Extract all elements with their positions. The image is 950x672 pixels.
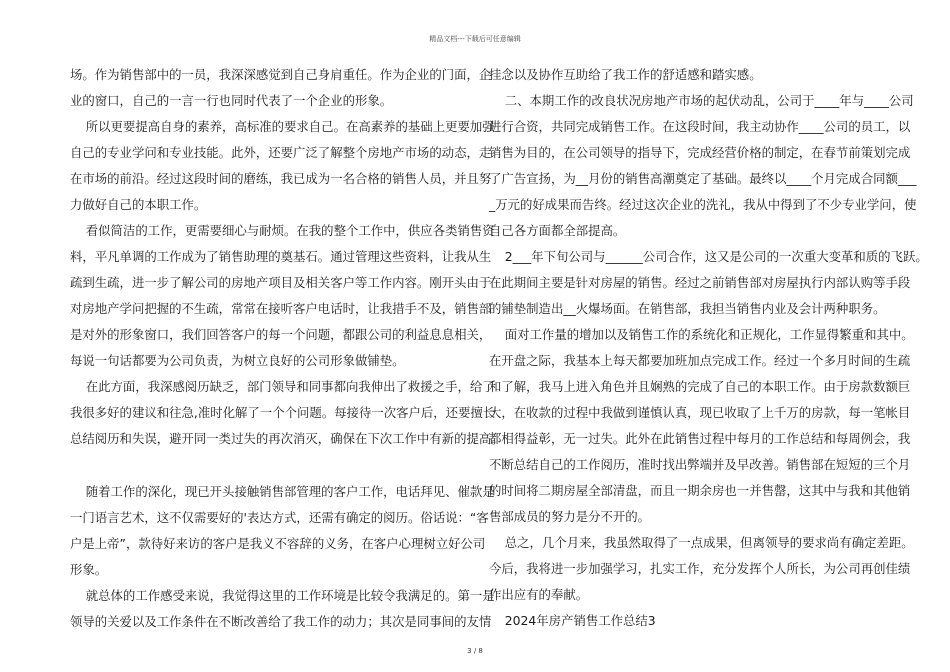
text-line: 在此方面，我深感阅历缺乏，部门领导和同事都向我伸出了救援之手，给了 bbox=[70, 379, 495, 394]
text-line: 就总体的工作感受来说，我觉得这里的工作环境是比较令我满足的。第一是 bbox=[70, 588, 495, 603]
text-line: 不断总结自己的工作阅历，准时找出弊端并及早改善。销售部在短短的三个月 bbox=[489, 457, 911, 472]
text-line: 总之，几个月来，我虽然取得了一点成果，但离领导的要求尚有确定差距。 bbox=[489, 535, 914, 550]
text-line: 每说一句话都要为公司负责，为树立良好的公司形象做铺垫。 bbox=[70, 353, 405, 368]
text-line: 自己的专业学问和专业技能。此外，还要广泛了解整个房地产市场的动态，走 bbox=[70, 145, 492, 160]
text-line: 一门语言艺术，这不仅需要好的'表达方式，还需有确定的阅历。俗话说：“客 bbox=[70, 510, 489, 525]
right-text-column bbox=[489, 62, 928, 634]
text-line: 疏到生疏，进一步了解公司的房地产项目及相关客户等工作内容。刚开头由于 bbox=[70, 275, 492, 290]
text-line: 业的窗口，自己的一言一行也同时代表了一个企业的形象。 bbox=[70, 93, 393, 108]
text-line: 今后，我将进一步加强学习，扎实工作，充分发挥个人所长，为公司再创佳绩 bbox=[489, 561, 911, 576]
text-line: 领导的关爱以及工作条件在不断改善给了我工作的动力；其次是同事间的友情 bbox=[70, 614, 492, 629]
text-line: _万元的好成果而告终。经过这次企业的洗礼，我从中得到了不少专业学问，使 bbox=[489, 197, 917, 212]
text-line: 随着工作的深化，现已开头接触销售部管理的客户工作，电话拜见、催款是 bbox=[70, 484, 495, 499]
text-line: 和了解，我马上进入角色并且娴熟的完成了自己的本职工作。由于房款数额巨 bbox=[489, 379, 911, 394]
text-line: 都相得益彰，无一过失。此外在此销售过程中每月的工作总结和每周例会，我 bbox=[489, 431, 911, 446]
text-line: 看似简洁的工作，更需要细心与耐烦。在我的整个工作中，供应各类销售资 bbox=[70, 223, 495, 238]
text-line: 场。作为销售部中的一员，我深深感觉到自己身肩重任。作为企业的门面，企 bbox=[70, 67, 492, 82]
text-line: 所以更要提高自身的素养，高标准的要求自己。在高素养的基础上更要加强 bbox=[70, 119, 495, 134]
text-line: 的时间将二期房屋全部清盘，而且一期余房也一并售罄，这其中与我和其他销 bbox=[489, 483, 911, 498]
text-line: 销售为目的，在公司领导的指导下，完成经营价格的制定，在春节前策划完成 bbox=[489, 145, 911, 160]
page-header: 精品文档---下载后可任意编辑 bbox=[429, 35, 521, 43]
text-line: 在市场的前沿。经过这段时间的磨练，我已成为一名合格的销售人员，并且努 bbox=[70, 171, 492, 186]
text-line: 在开盘之际，我基本上每天都要加班加点完成工作。经过一个多月时间的生疏 bbox=[489, 353, 911, 368]
text-line: 售部成员的努力是分不开的。 bbox=[489, 509, 651, 524]
page-number: 3 / 8 bbox=[467, 647, 483, 655]
text-line: 户是上帝”，款待好来访的客户是我义不容辞的义务，在客户心理树立好公司 bbox=[70, 536, 486, 551]
left-text-column bbox=[70, 62, 504, 635]
text-line: 是对外的形象窗口，我们回答客户的每一个问题，都跟公司的利益息息相关， bbox=[70, 327, 492, 342]
text-line: 力做好自己的本职工作。 bbox=[70, 197, 207, 212]
text-line bbox=[70, 452, 464, 479]
text-line: 挂念以及协作互助给了我工作的舒适感和踏实感。 bbox=[489, 67, 762, 82]
text-line: 我很多好的建议和往急,准时化解了一个个问题。每接待一次客户后，还要擅长 bbox=[70, 405, 496, 420]
text-line: 的铺垫制造出__火爆场面。在销售部，我担当销售内业及会计两种职务。 bbox=[489, 301, 886, 316]
text-line: 了广告宣扬，为__月份的销售高潮奠定了基础。最终以____个月完成合同额___ bbox=[489, 171, 917, 186]
text-line: 料，平凡单调的工作成为了销售助理的奠基石。通过管理这些资料，让我从生 bbox=[70, 249, 492, 264]
text-line: 二、本期工作的改良状况房地产市场的起伏动乱，公司于____年与____公司 bbox=[489, 93, 914, 108]
text-line: 作出应有的奉献。 bbox=[489, 587, 589, 602]
text-line: 在此期间主要是针对房屋的销售。经过之前销售部对房屋执行内部认购等手段 bbox=[489, 275, 911, 290]
text-line: 进行合资，共同完成销售工作。在这段时间，我主动协作____公司的员工，以 bbox=[489, 119, 911, 134]
text-line: 形象。 bbox=[70, 562, 108, 577]
text-line: 2___年下旬公司与______公司合作，这又是公司的一次重大变革和质的飞跃。 bbox=[489, 249, 928, 264]
text-line: 对房地产学问把握的不生疏，常常在接听客户电话时，让我措手不及，销售部 bbox=[70, 301, 492, 316]
text-line: 自己各方面都全部提高。 bbox=[489, 223, 626, 238]
text-line: 总结阅历和失误，避开同一类过失的再次消灭，确保在下次工作中有新的提高。 bbox=[70, 431, 504, 446]
text-line: 大，在收款的过程中我做到谨慎认真，现已收取了上千万的房款，每一笔帐目 bbox=[489, 405, 911, 420]
text-line: 2024年房产销售工作总结3 bbox=[489, 613, 656, 628]
text-line: 面对工作量的增加以及销售工作的系统化和正规化，工作显得繁重和其中。 bbox=[489, 327, 914, 342]
